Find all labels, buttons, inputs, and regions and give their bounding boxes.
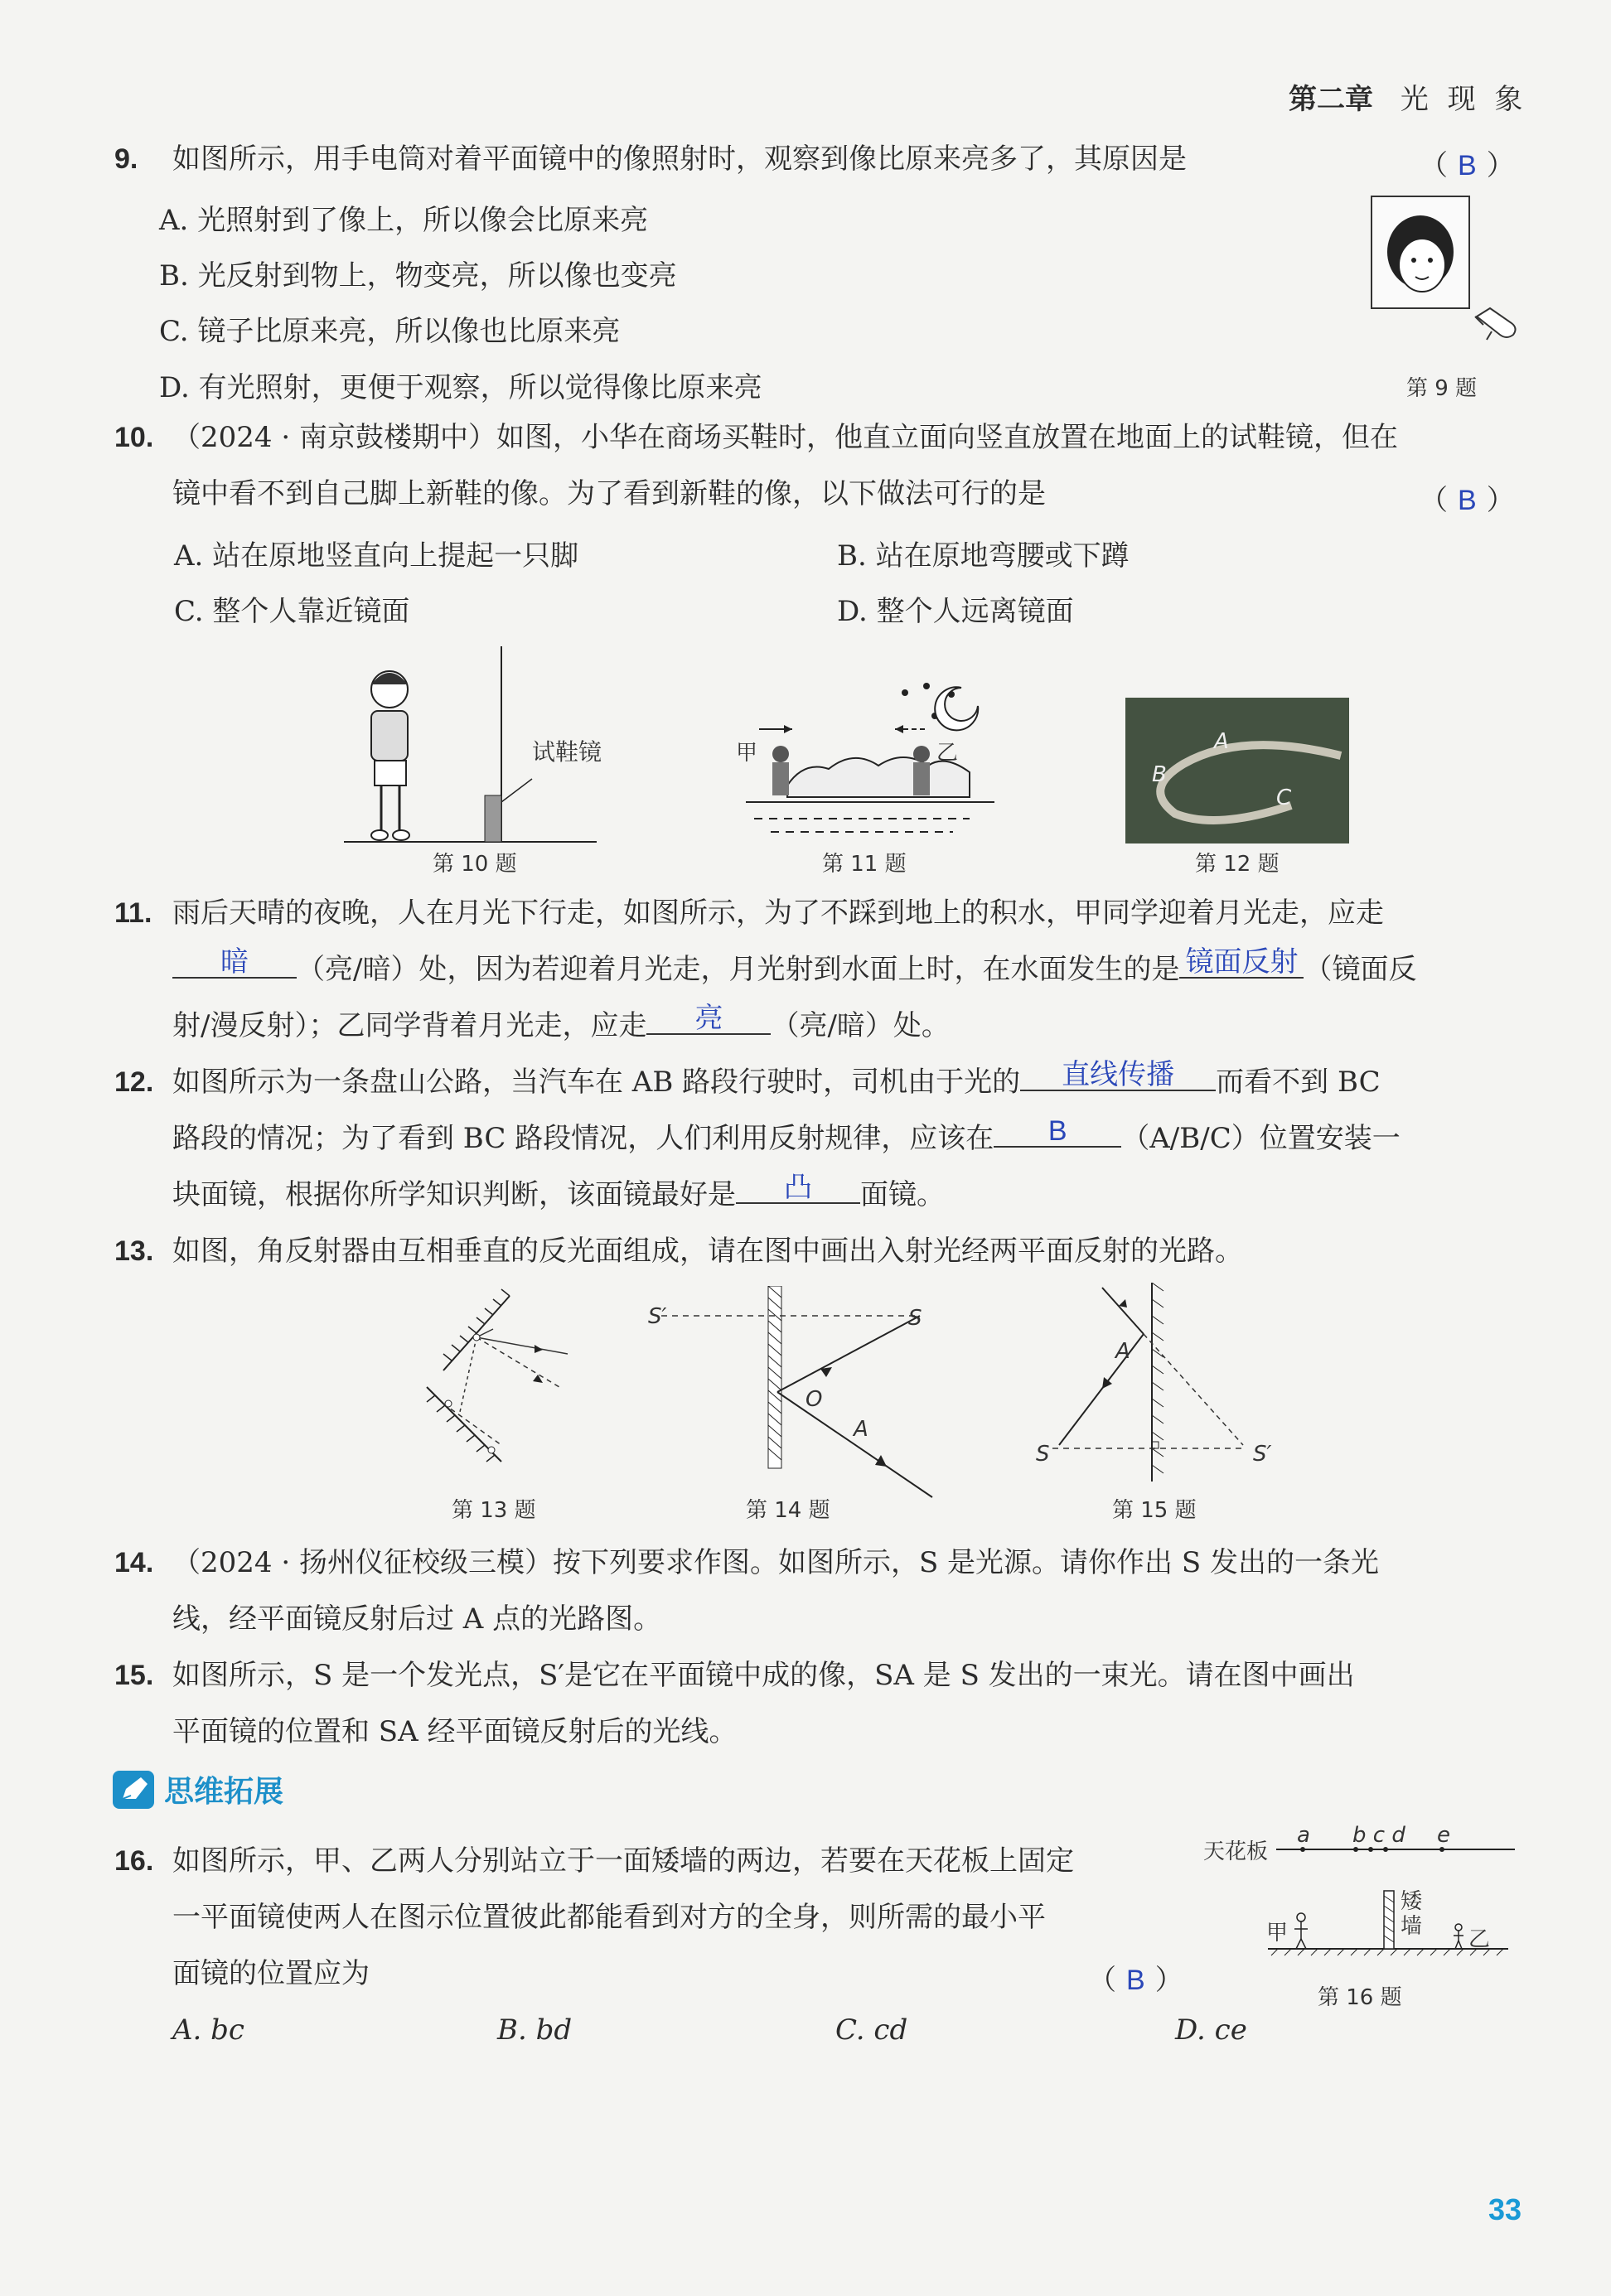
q11-number: 11. [114, 897, 152, 929]
q10-number: 10. [114, 422, 154, 453]
q9-text: 如图所示，用手电筒对着平面镜中的像照射时，观察到像比原来亮多了，其原因是 [172, 143, 1187, 176]
q11-line2: 暗 （亮/暗）处，因为若迎着月光走，月光射到水面上时，在水面发生的是 镜面反射 （镜面反 [114, 941, 1581, 998]
q14-number: 14. [114, 1547, 154, 1578]
section-header [111, 1768, 283, 1810]
q9-stem [114, 131, 1523, 187]
page-number: 33 [1488, 2192, 1522, 2226]
figure-15-label-s: S [1036, 1442, 1050, 1467]
figure-14-caption: 第 14 题 [746, 1498, 830, 1523]
figure-14-label-a: A [854, 1417, 868, 1442]
figure-11-label-yi: 乙 [936, 741, 959, 766]
q9-option-d: D. 有光照射，更便于观察，所以觉得像比原来亮 [159, 371, 762, 404]
q12-number: 12. [114, 1066, 154, 1098]
figure-10-caption: 第 10 题 [433, 852, 517, 877]
q9-answer: B [1458, 150, 1477, 181]
figure-14 [638, 1286, 936, 1501]
q10-option-a: A. 站在原地竖直向上提起一只脚 [174, 539, 579, 573]
figure-15-label-a: A [1115, 1339, 1130, 1364]
q15-number: 15. [114, 1660, 154, 1691]
q13-number: 13. [114, 1235, 154, 1267]
figure-11-label-jia: 甲 [736, 741, 758, 766]
q16-answer: B [1126, 1965, 1145, 1996]
q12-line1: 12. 如图所示为一条盘山公路，当汽车在 AB 路段行驶时，司机由于光的 直线传播 而看不到 BC [114, 1054, 1523, 1110]
pencil-icon [111, 1769, 156, 1810]
figure-15-caption: 第 15 题 [1112, 1498, 1197, 1523]
figure-12-caption: 第 12 题 [1195, 852, 1280, 877]
figure-9-caption: 第 9 题 [1406, 376, 1478, 401]
q9-answer-paren: （ B ） [1420, 149, 1515, 182]
q14-line1: 14. （2024 · 扬州仪征校级三模）按下列要求作图。如图所示，S 是光源。请你作出 S 发出的一条光 [114, 1535, 1523, 1591]
chapter-header [1289, 76, 1527, 117]
figure-16-wall-label: 矮墙 [1401, 1889, 1423, 1939]
figure-12-label-b: B [1152, 762, 1167, 787]
q10-text-line1: （2024 · 南京鼓楼期中）如图，小华在商场买鞋时，他直立面向竖直放置在地面上的试鞋镜，但在 [172, 421, 1398, 454]
figure-10-mirror-label: 试鞋镜 [532, 738, 602, 766]
q10-answer: B [1458, 485, 1477, 516]
figure-15 [1036, 1283, 1284, 1490]
figure-14-label-s: S [908, 1306, 922, 1331]
q12-line2: 路段的情况；为了看到 BC 路段情况，人们利用反射规律，应该在 B （A/B/C）位置安装一 [114, 1110, 1581, 1167]
q10-answer-paren: （ B ） [1420, 484, 1515, 517]
q9-number: 9. [114, 143, 138, 175]
q16-option-d: D. ce [1175, 2013, 1247, 2047]
figure-16-caption: 第 16 题 [1318, 1985, 1402, 2010]
q10-option-b: B. 站在原地弯腰或下蹲 [837, 539, 1130, 573]
chapter-title: 光 现 象 [1400, 83, 1528, 116]
q11-blank2[interactable]: 镜面反射 [1179, 944, 1304, 979]
figure-16-jia-label: 甲 [1266, 1921, 1289, 1946]
figure-14-label-o: O [806, 1387, 823, 1412]
q10-option-c: C. 整个人靠近镜面 [174, 595, 410, 628]
figure-13-caption: 第 13 题 [452, 1498, 536, 1523]
q15-line2: 平面镜的位置和 SA 经平面镜反射后的光线。 [172, 1715, 738, 1748]
q9-option-b: B. 光反射到物上，物变亮，所以像也变亮 [159, 259, 677, 292]
q12-blank1[interactable]: 直线传播 [1020, 1056, 1216, 1091]
section-title: 思维拓展 [164, 1774, 284, 1808]
q14-line2: 线，经平面镜反射后过 A 点的光路图。 [172, 1602, 662, 1636]
q16-line1: 16. 如图所示，甲、乙两人分别站立于一面矮墙的两边，若要在天花板上固定 [114, 1833, 1523, 1889]
figure-16-point-e: e [1437, 1823, 1450, 1848]
q11-blank1[interactable]: 暗 [172, 944, 297, 979]
q16-option-b: B. bd [497, 2013, 573, 2047]
q16-answer-paren: （ B ） [1088, 1964, 1183, 1997]
q12-blank3[interactable]: 凸 [736, 1169, 860, 1204]
q16-option-c: C. cd [835, 2013, 908, 2047]
figure-16-point-a: a [1297, 1823, 1310, 1848]
figure-14-label-s-prime: S′ [648, 1304, 667, 1329]
q11-line1: 11. 雨后天晴的夜晚，人在月光下行走，如图所示，为了不踩到地上的积水，甲同学迎着月光走，应走 [114, 885, 1523, 941]
q16-number: 16. [114, 1845, 154, 1877]
q11-blank3[interactable]: 亮 [646, 1000, 771, 1035]
figure-11 [729, 678, 1003, 843]
q16-option-a: A. bc [172, 2013, 244, 2047]
q16-line2: 一平面镜使两人在图示位置彼此都能看到对方的全身，则所需的最小平 [172, 1901, 1046, 1934]
chapter-number: 第二章 [1289, 84, 1373, 115]
figure-16-ceiling-label: 天花板 [1203, 1839, 1269, 1864]
figure-15-label-s-prime: S′ [1253, 1442, 1272, 1467]
figure-16-points-bcd: b c d [1352, 1823, 1405, 1848]
q12-line3: 块面镜，根据你所学知识判断，该面镜最好是 凸 面镜。 [114, 1167, 1581, 1223]
figure-12-label-a: A [1214, 729, 1229, 754]
q16-line3: 面镜的位置应为 [172, 1957, 370, 1990]
figure-16-yi-label: 乙 [1468, 1927, 1491, 1952]
q13-stem: 13. 如图，角反射器由互相垂直的反光面组成，请在图中画出入射光经两平面反射的光路。 [114, 1223, 1523, 1279]
q12-blank2[interactable]: B [994, 1113, 1121, 1148]
figure-13 [418, 1288, 584, 1470]
q9-option-c: C. 镜子比原来亮，所以像也比原来亮 [159, 315, 621, 348]
figure-9 [1367, 192, 1525, 358]
q15-line1: 15. 如图所示，S 是一个发光点，S′是它在平面镜中成的像，SA 是 S 发出的一束光。请在图中画出 [114, 1647, 1523, 1704]
figure-12-label-c: C [1276, 785, 1292, 810]
q10-text-line2: 镜中看不到自己脚上新鞋的像。为了看到新鞋的像，以下做法可行的是 [172, 477, 1046, 510]
q11-line3: 射/漫反射）；乙同学背着月光走，应走 亮 （亮/暗）处。 [114, 998, 1581, 1054]
figure-11-caption: 第 11 题 [822, 852, 907, 877]
q10-stem-line1 [114, 409, 1523, 466]
q10-option-d: D. 整个人远离镜面 [837, 595, 1074, 628]
q9-option-a: A. 光照射到了像上，所以像会比原来亮 [159, 204, 649, 237]
